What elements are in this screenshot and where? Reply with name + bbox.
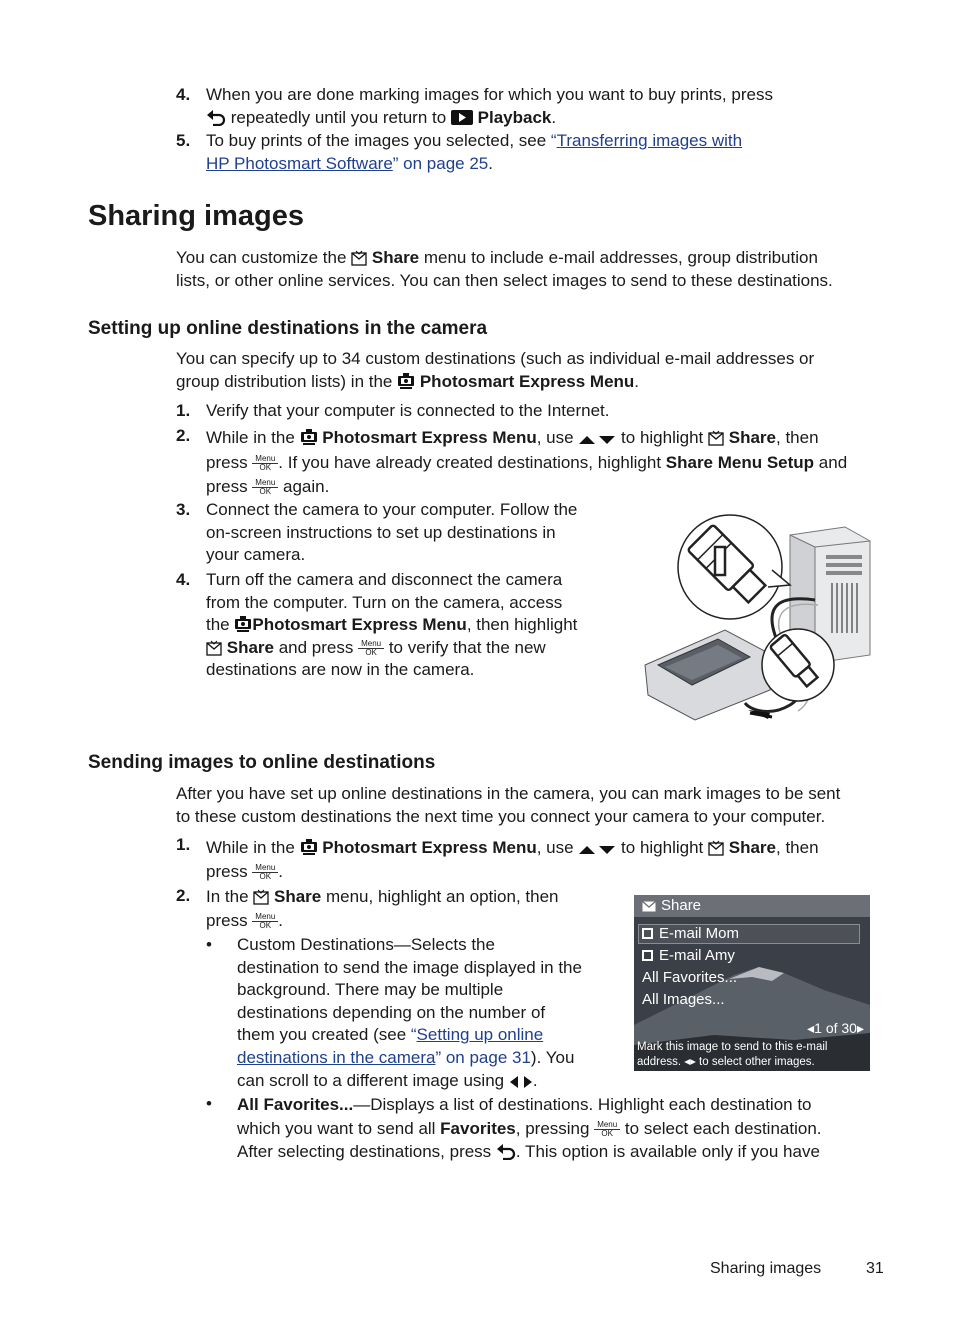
photosmart-express-icon bbox=[300, 839, 318, 856]
menu-ok-icon: Menu OK bbox=[358, 639, 384, 657]
share-icon bbox=[642, 900, 656, 912]
image-counter: ◂1 of 30▸ bbox=[807, 1020, 864, 1036]
share-icon bbox=[351, 250, 367, 266]
section-heading: Setting up online destinations in the camera bbox=[88, 318, 488, 339]
menu-ok-icon: Menu OK bbox=[252, 912, 278, 930]
up-down-arrows-icon bbox=[578, 844, 616, 856]
back-arrow-icon bbox=[206, 110, 226, 126]
step-text: Turn off the camera and disconnect the camera from the computer. Turn on the camera, access the Photosmart Express Menu, then highlight Share and press Menu OK to verify that the new destinations are now in the camera. bbox=[206, 570, 578, 680]
footer-section-title: Sharing images bbox=[710, 1260, 822, 1277]
share-option-email-amy[interactable]: E-mail Amy bbox=[642, 946, 735, 966]
bullet-marker: • bbox=[206, 935, 212, 954]
link-transferring-images[interactable]: “Transferring images with HP Photosmart Software” on page 25 bbox=[206, 131, 743, 173]
step-number: 5. bbox=[176, 131, 191, 150]
share-icon bbox=[708, 840, 724, 856]
link-setting-up-destinations[interactable]: “Setting up online destinations in the camera” on page 31 bbox=[237, 1025, 544, 1067]
step-text: Verify that your computer is connected to the Internet. bbox=[206, 401, 610, 420]
section-paragraph: You can specify up to 34 custom destinations (such as individual e-mail addresses or group distribution lists) in the Photosmart Express Menu. bbox=[176, 349, 815, 391]
step-text: While in the Photosmart Express Menu, use to highlight Share, then press Menu OK . bbox=[206, 838, 819, 881]
camera-computer-connection-illustration bbox=[640, 505, 875, 725]
step-number: 4. bbox=[176, 85, 191, 104]
step-number: 4. bbox=[176, 570, 191, 589]
step-number: 1. bbox=[176, 401, 191, 420]
menu-ok-icon: Menu OK bbox=[252, 478, 278, 496]
playback-icon bbox=[451, 109, 473, 126]
share-option-all-favorites[interactable]: All Favorites... bbox=[642, 969, 738, 986]
menu-ok-icon: Menu OK bbox=[252, 454, 278, 472]
checkbox-icon bbox=[642, 928, 653, 939]
back-arrow-icon bbox=[496, 1144, 516, 1160]
up-down-arrows-icon bbox=[578, 434, 616, 446]
share-icon bbox=[253, 889, 269, 905]
share-option-all-images[interactable]: All Images... bbox=[642, 991, 725, 1008]
photosmart-express-icon bbox=[300, 429, 318, 446]
checkbox-icon bbox=[642, 950, 653, 961]
photosmart-express-icon bbox=[234, 616, 252, 633]
bullet-text: Custom Destinations—Selects the destination to send the image displayed in the background. There may be multiple destinations depending on the number of them you created (see “Setting up online destinations in the camera” on page 31). You can scroll to a different image using . bbox=[237, 935, 582, 1090]
page-title: Sharing images bbox=[88, 200, 304, 232]
share-icon bbox=[708, 430, 724, 446]
step-text: When you are done marking images for which you want to buy prints, press repeatedly until you return to Playback. bbox=[206, 85, 773, 127]
screen-message: Mark this image to send to this e-mail address. ◂▸ to select other images. bbox=[637, 1041, 828, 1068]
share-option-email-mom[interactable]: E-mail Mom bbox=[642, 924, 739, 944]
step-number: 2. bbox=[176, 426, 191, 445]
step-text: Connect the camera to your computer. Follow the on-screen instructions to set up destinations in your camera. bbox=[206, 500, 578, 565]
step-text: To buy prints of the images you selected, see “Transferring images with HP Photosmart Software” on page 25. bbox=[206, 131, 743, 173]
share-menu-title: Share bbox=[634, 895, 870, 917]
bullet-text: All Favorites...—Displays a list of destinations. Highlight each destination to which you want to send all Favorites, pressing Menu OK to select each destination. After selecting destinations, press . This option is available only if you have bbox=[237, 1095, 822, 1161]
camera-share-screen bbox=[634, 895, 870, 1071]
step-number: 3. bbox=[176, 500, 191, 519]
page-number: 31 bbox=[866, 1260, 884, 1277]
bullet-marker: • bbox=[206, 1094, 212, 1113]
intro-paragraph: You can customize the Share menu to include e-mail addresses, group distribution lists, or other online services. You can then select images to send to these destinations. bbox=[176, 248, 833, 290]
share-icon bbox=[206, 640, 222, 656]
section-heading: Sending images to online destinations bbox=[88, 752, 436, 773]
menu-ok-icon: Menu OK bbox=[594, 1120, 620, 1138]
step-text: In the Share menu, highlight an option, then press Menu OK . bbox=[206, 887, 559, 930]
step-number: 2. bbox=[176, 886, 191, 905]
photosmart-express-icon bbox=[397, 373, 415, 390]
left-right-arrows-icon bbox=[509, 1075, 533, 1089]
step-number: 1. bbox=[176, 835, 191, 854]
menu-ok-icon: Menu OK bbox=[252, 863, 278, 881]
step-text: While in the Photosmart Express Menu, use to highlight Share, then press Menu OK . If you have already created destinations, highlight Share Menu Setup and press Menu OK again. bbox=[206, 428, 848, 496]
section-paragraph: After you have set up online destinations in the camera, you can mark images to be sent to these custom destinations the next time you connect your camera to your computer. bbox=[176, 784, 841, 826]
